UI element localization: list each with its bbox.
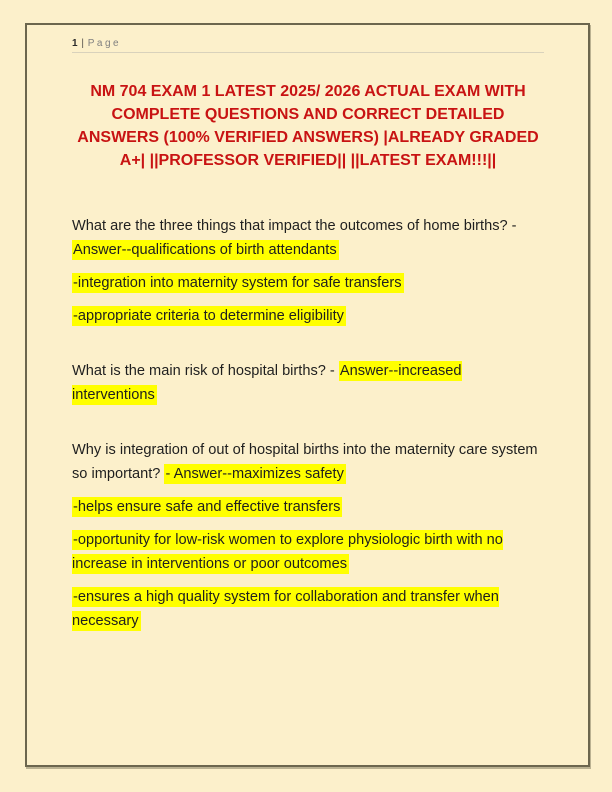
highlighted-answer-text: -integration into maternity system for safe transfers — [73, 275, 402, 291]
document-title: NM 704 EXAM 1 LATEST 2025/ 2026 ACTUAL EXAM WITH COMPLETE QUESTIONS AND CORRECT DETAILED ANSWERS (100% VERIFIED ANSWERS) |ALREADY GRADED A+| ||PROFESSOR VERIFIED|| ||LATEST EXAM!!!|| — [77, 83, 539, 169]
qa-content — [72, 214, 544, 633]
highlighted-answer-text: Answer--qualifications of birth attendants — [73, 242, 337, 258]
paragraph — [72, 271, 544, 295]
highlighted-answer-text: - Answer--maximizes safety — [165, 466, 344, 482]
paragraph — [72, 528, 544, 576]
highlighted-answer-text: -opportunity for low-risk women to explore physiologic birth with no increase in interventions or poor outcomes — [72, 532, 503, 572]
question-text: What is the main risk of hospital births? - — [72, 363, 339, 379]
page-header-separator: | — [81, 38, 84, 49]
qa-block — [72, 359, 544, 407]
paragraph — [72, 585, 544, 633]
question-text: What are the three things that impact the outcomes of home births? - — [72, 218, 517, 234]
highlighted-answer-text: -ensures a high quality system for collaboration and transfer when necessary — [72, 589, 499, 629]
question-text: Why is integration of out of hospital births into the maternity care system so important? — [72, 442, 538, 482]
qa-block — [72, 214, 544, 328]
paragraph — [72, 438, 544, 486]
highlighted-answer-text: -helps ensure safe and effective transfers — [73, 499, 341, 515]
paragraph — [72, 495, 544, 519]
highlighted-answer-text: -appropriate criteria to determine eligibility — [73, 308, 344, 324]
page-number: 1 — [72, 38, 79, 49]
page-content — [27, 25, 588, 765]
document-page — [25, 23, 590, 767]
paragraph — [72, 214, 544, 262]
page-header-label: Page — [87, 38, 122, 49]
paragraph — [72, 304, 544, 328]
highlighted-answer-text: Answer--increased interventions — [72, 363, 462, 403]
page-header — [72, 37, 544, 53]
paragraph — [72, 359, 544, 407]
qa-block — [72, 438, 544, 633]
